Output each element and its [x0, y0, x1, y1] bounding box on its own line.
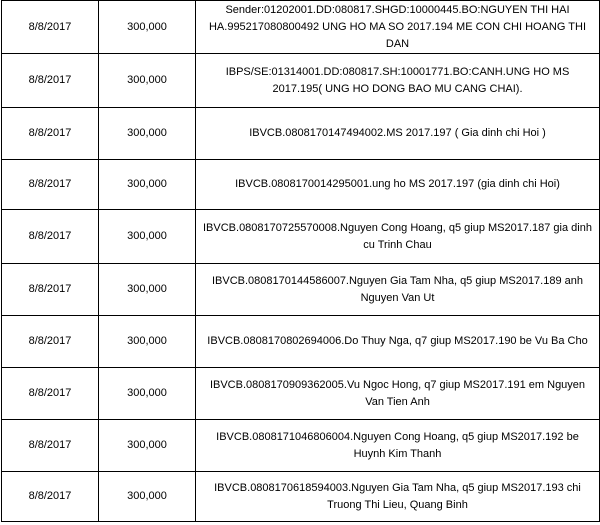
- description-cell: IBVCB.0808170618594003.Nguyen Gia Tam Nha, q5 giup MS2017.193 chi Truong Thi Lieu, Quang Binh: [196, 472, 600, 522]
- amount-cell: 300,000: [99, 420, 196, 472]
- date-cell: 8/8/2017: [2, 316, 99, 368]
- table-row: [2, 160, 600, 210]
- date-cell: 8/8/2017: [2, 264, 99, 316]
- table-row: [2, 316, 600, 368]
- table-row: [2, 210, 600, 264]
- description-cell: IBVCB.0808170802694006.Do Thuy Nga, q7 giup MS2017.190 be Vu Ba Cho: [196, 316, 600, 368]
- date-cell: 8/8/2017: [2, 368, 99, 420]
- description-cell: IBVCB.0808170144586007.Nguyen Gia Tam Nha, q5 giup MS2017.189 anh Nguyen Van Ut: [196, 264, 600, 316]
- date-cell: 8/8/2017: [2, 160, 99, 210]
- table-row: [2, 264, 600, 316]
- amount-cell: 300,000: [99, 472, 196, 522]
- description-cell: IBVCB.0808170147494002.MS 2017.197 ( Gia dinh chi Hoi ): [196, 108, 600, 160]
- amount-cell: 300,000: [99, 160, 196, 210]
- description-cell: IBVCB.0808170725570008.Nguyen Cong Hoang, q5 giup MS2017.187 gia dinh cu Trinh Chau: [196, 210, 600, 264]
- date-cell: 8/8/2017: [2, 472, 99, 522]
- table-row: [2, 108, 600, 160]
- table-row: [2, 1, 600, 54]
- table-row: [2, 368, 600, 420]
- amount-cell: 300,000: [99, 316, 196, 368]
- date-cell: 8/8/2017: [2, 54, 99, 108]
- description-cell: IBVCB.0808170909362005.Vu Ngoc Hong, q7 giup MS2017.191 em Nguyen Van Tien Anh: [196, 368, 600, 420]
- amount-cell: 300,000: [99, 108, 196, 160]
- description-cell: Sender:01202001.DD:080817.SHGD:10000445.BO:NGUYEN THI HAI HA.995217080800492 UNG HO MA SO 2017.194 ME CON CHI HOANG THI DAN: [196, 1, 600, 54]
- amount-cell: 300,000: [99, 54, 196, 108]
- amount-cell: 300,000: [99, 210, 196, 264]
- table-row: [2, 420, 600, 472]
- amount-cell: 300,000: [99, 1, 196, 54]
- table-row: [2, 54, 600, 108]
- donation-ledger-table: [1, 0, 600, 522]
- date-cell: 8/8/2017: [2, 420, 99, 472]
- date-cell: 8/8/2017: [2, 1, 99, 54]
- description-cell: IBVCB.0808171046806004.Nguyen Cong Hoang, q5 giup MS2017.192 be Huynh Kim Thanh: [196, 420, 600, 472]
- amount-cell: 300,000: [99, 264, 196, 316]
- description-cell: IBPS/SE:01314001.DD:080817.SH:10001771.BO:CANH.UNG HO MS 2017.195( UNG HO DONG BAO MU CANG CHAI).: [196, 54, 600, 108]
- date-cell: 8/8/2017: [2, 210, 99, 264]
- date-cell: 8/8/2017: [2, 108, 99, 160]
- table-row: [2, 472, 600, 522]
- description-cell: IBVCB.0808170014295001.ung ho MS 2017.197 (gia dinh chi Hoi): [196, 160, 600, 210]
- amount-cell: 300,000: [99, 368, 196, 420]
